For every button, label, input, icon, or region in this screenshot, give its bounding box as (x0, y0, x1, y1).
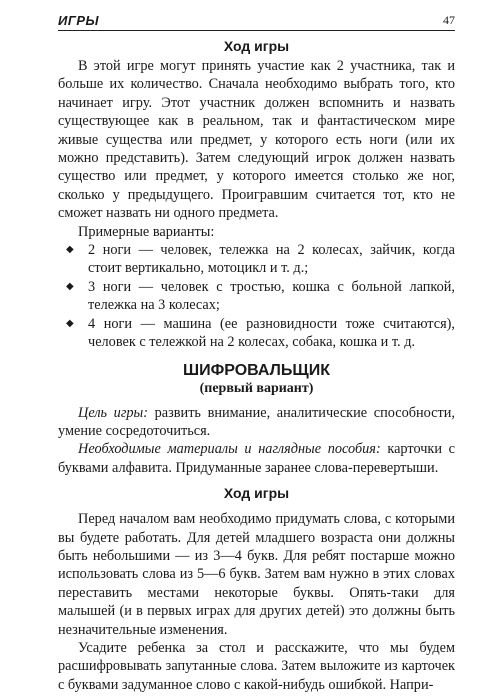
bullet-diamond-icon: ◆ (66, 317, 74, 329)
running-title: ИГРЫ (58, 13, 99, 28)
game-title: ШИФРОВАЛЬЩИК (183, 361, 330, 379)
examples-list (58, 241, 455, 351)
section-heading-game-course: Ход игры (223, 485, 290, 502)
list-item (58, 241, 455, 278)
list-item (58, 278, 455, 315)
section-heading-game-course: Ход игры (223, 38, 290, 54)
page-number: 47 (443, 13, 455, 27)
list-item-text: 4 ноги — машина (ее разновидности тоже считаются), человек с тележкой на 2 колесах, собака, кошка и т. д. (88, 315, 455, 351)
paragraph: В этой игре могут принять участие как 2 участника, так и больше их количество. Сначала необходимо выбрать того, кто начинает игру. Этот участник должен вспомнить и назвать существующее как в реальном, так и фантастическом мире живые существа или предмет, у которого есть ноги (или их можно представить). Затем следующий игрок должен назвать существо или предмет, у которого имеется столько же ног, сколько у предыдущего. Проигравшим считается тот, кто не сможет назвать ни одного предмета. (58, 58, 455, 222)
list-item-text: 2 ноги — человек, тележка на 2 колесах, зайчик, когда стоит вертикально, мотоцикл и т. д.; (88, 242, 455, 277)
game-subtitle: (первый вариант) (199, 380, 314, 396)
materials-label: Необходимые материалы и наглядные пособия: (78, 441, 381, 458)
bullet-diamond-icon: ◆ (66, 280, 74, 292)
page-content (58, 36, 455, 694)
list-item (58, 315, 455, 352)
running-header (58, 8, 455, 31)
examples-intro: Примерные варианты: (78, 223, 215, 240)
goal-label: Цель игры: (78, 404, 149, 421)
bullet-diamond-icon: ◆ (66, 244, 74, 256)
materials-text: карточки с буквами алфавита. Придуманные заранее слова-перевертыши. (58, 441, 456, 476)
paragraph: Усадите ребенка за стол и расскажите, что мы будем расшифровывать запутанные слова. Затем выложите из карточек с буквами задуманное слово с какой-нибудь ошибкой. Напри- (58, 639, 455, 693)
list-item-text: 3 ноги — человек с тростью, кошка с больной лапкой, тележка на 3 колесах; (88, 278, 455, 314)
goal-text: развить внимание, аналитические способности, умение сосредоточиться. (58, 404, 455, 439)
goal-paragraph (58, 404, 455, 441)
paragraph: Перед началом вам необходимо придумать слова, с которыми вы будете работать. Для детей младшего возраста они должны быть небольшими — из 3—4 букв. Для ребят постарше можно использовать слова из 5—6 букв. Затем вам нужно в этих словах переставить местами некоторые буквы. Опять-таки для малышей (и в первых играх для других детей) это должны быть незначительные изменения. (58, 511, 455, 638)
materials-paragraph (58, 440, 455, 477)
